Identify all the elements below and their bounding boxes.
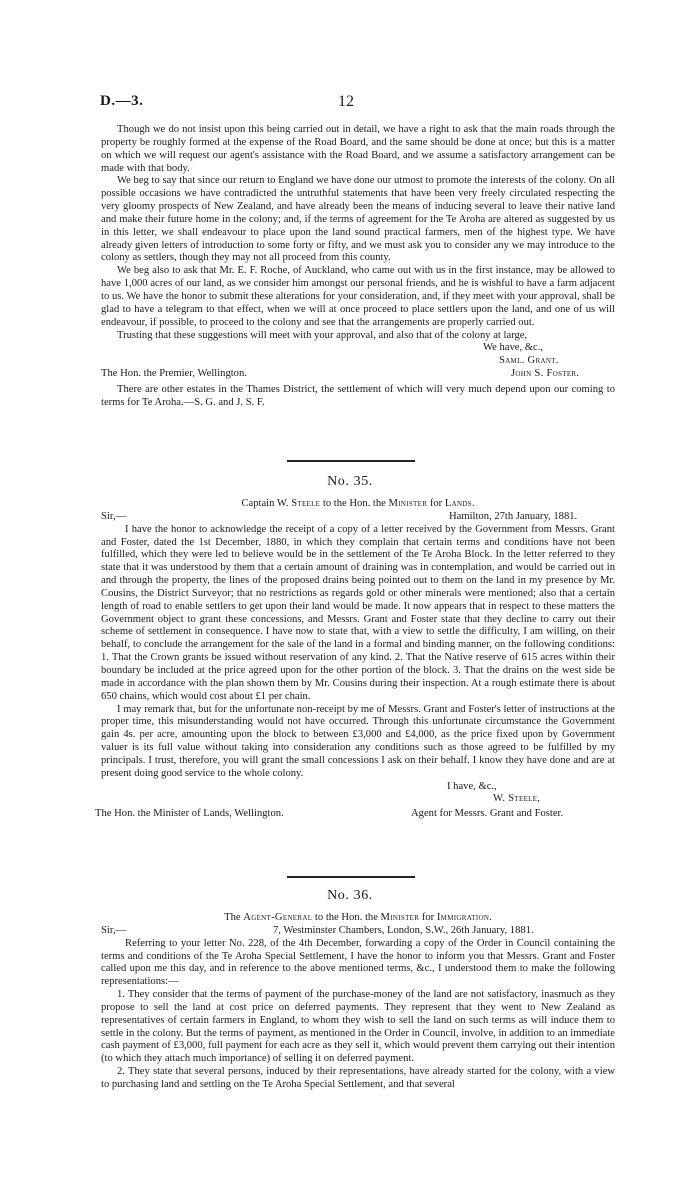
salutation: Sir,— bbox=[101, 510, 127, 522]
dateline: 7, Westminster Chambers, London, S.W., 26th January, 1881. bbox=[273, 924, 534, 936]
letter-continuation bbox=[101, 124, 615, 410]
salutation-line bbox=[101, 925, 615, 938]
paragraph: I may remark that, but for the unfortunate non-receipt by me of Messrs. Grant and Foster's letter of instructions at the proper time, this misunderstanding would not have occurred. Through this unfortunate circumstance the Government gain 4s. per acre, amounting upon the block to between £3,000 and £4,000, as the price fixed upon by Government valuer is its full value without taking into consideration any conditions such as those agreed to be fulfilled by my principals. I trust, therefore, you will grant the small concessions I ask on their behalf. I know they have done and are at present doing good service to the whole colony. bbox=[101, 703, 615, 779]
document-reference: D.—3. bbox=[100, 93, 144, 109]
signature: Saml. Grant. bbox=[499, 355, 559, 367]
addressee-line bbox=[95, 808, 615, 821]
postscript: There are other estates in the Thames District, the settlement of which will very much depend upon our coming to terms for Te Aroha.—S. G. and J. S. F. bbox=[101, 383, 615, 408]
addressee-line bbox=[101, 368, 615, 381]
agent-line: Agent for Messrs. Grant and Foster. bbox=[411, 808, 564, 820]
letter-no-36 bbox=[101, 912, 615, 1092]
section-divider bbox=[287, 460, 415, 462]
paragraph: I have the honor to acknowledge the receipt of a copy of a letter received by the Government from Messrs. Grant and Foster, dated the 1st December, 1880, in which they complain that certain terms and conditions have not been fulfilled, which they were led to believe would be in the settlement of the Te Aroha Block. In the letter referred to they state that it was understood by them that a certain amount of draining was in contemplation, and would be carried out in and through the property, the lines of the proposed drains being pointed out to them on the land in my presence by Mr. Cousins, the District Surveyor; that no restrictions as regards gold or other minerals were mentioned; also that a certain length of road to enable settlers to get upon their land would be made. It now appears that in respect to these matters the Government object to grant these concessions, and Messrs. Grant and Foster state that they decline to carry out their scheme of settlement in consequence. I have now to state that, with a view to settle the difficulty, I am willing, on their behalf, to conclude the arrangement for the sale of the land in a formal and binding manner, on the following conditions: 1. That the Crown grants be issued without reservation of any kind. 2. That the Native reserve of 615 acres within their boundary be included at the price agreed upon for the other portion of the block. 3. That the drains on the west side be made in accordance with the plan shown them by Mr. Cousins during their inspection. At a rough estimate there is about 650 chains, which would cost about £1 per chain. bbox=[101, 523, 615, 702]
paragraph: Referring to your letter No. 228, of the 4th December, forwarding a copy of the Order in Council containing the terms and conditions of the Te Aroha Special Settlement, I have the honor to inform you that Messrs. Grant and Foster called upon me this day, and in reference to the above mentioned terms, &c., I understood them to make the following representations:— bbox=[101, 937, 615, 988]
closing: I have, &c., bbox=[447, 780, 497, 792]
paragraph: Though we do not insist upon this being carried out in detail, we have a right to ask that the main roads through the property be roughly formed at the expense of the Road Board, and the same should be done at once; but this is a matter on which we will request our agent's assistance with the Road Board, and we assume a satisfactory arrangement can be made with that body. bbox=[101, 124, 615, 174]
closing-line bbox=[101, 781, 615, 794]
salutation: Sir,— bbox=[101, 924, 127, 936]
letter-no-35 bbox=[95, 498, 615, 821]
paragraph: We beg to say that since our return to England we have done our utmost to promote the interests of the colony. On all possible occasions we have contradicted the untruthful statements that have been very freely circulated respecting the very gloomy prospects of New Zealand, and have already been the means of inducing several to leave their native land and make their future home in the colony; and, if the terms of agreement for the Te Aroha are altered as suggested by us in this letter, we shall endeavour to place upon the land sound practical farmers, men of the highest type. We have already given letters of introduction to some forty or fifty, and we must ask you to consider any we may introduce to the colony as settlers, though they may not all proceed from this county. bbox=[101, 175, 615, 264]
signature: W. Steele, bbox=[493, 793, 541, 805]
section-divider bbox=[287, 876, 415, 878]
section-number: No. 35. bbox=[327, 474, 373, 489]
paragraph: 2. They state that several persons, induced by their representations, have already started for the colony, with a view to purchasing land and settling on the Te Aroha Special Settlement, and that several bbox=[101, 1066, 615, 1090]
dateline: Hamilton, 27th January, 1881. bbox=[449, 510, 578, 522]
addressee: The Hon. the Minister of Lands, Wellington. bbox=[95, 808, 284, 820]
letter-title: The Agent-General to the Hon. the Minister for Immigration. bbox=[224, 912, 492, 923]
closing-line bbox=[101, 342, 615, 355]
paragraph: Trusting that these suggestions will meet with your approval, and also that of the colony at large, bbox=[117, 329, 528, 341]
letter-title: Captain W. Steele to the Hon. the Minister for Lands. bbox=[241, 498, 475, 509]
paragraph: 1. They consider that the terms of payment of the purchase-money of the land are not satisfactory, inasmuch as they propose to sell the land at cost price on deferred payments. They represent that they went to New Zealand as representatives of certain farmers in England, to whom they wish to sell the land on such terms as will induce them to settle in the colony. But the terms of payment, as mentioned in the Order in Council, involve, in addition to an immediate cash payment of £3,000, full payment for each acre as they sell it, which would prevent them carrying out their intention (to which they attach much importance) of selling it on deferred payment. bbox=[101, 989, 615, 1065]
signature-line bbox=[101, 355, 615, 368]
addressee: The Hon. the Premier, Wellington. bbox=[101, 368, 247, 380]
salutation-line bbox=[101, 511, 615, 524]
closing: We have, &c., bbox=[483, 342, 544, 354]
section-number: No. 36. bbox=[327, 888, 373, 903]
signature: John S. Foster. bbox=[511, 368, 580, 380]
signature-line bbox=[101, 793, 615, 806]
paragraph: We beg also to ask that Mr. E. F. Roche, of Auckland, who came out with us in the first instance, may be allowed to have 1,000 acres of our land, as we consider him amongst our personal friends, and he is wishful to have a farm adjacent to us. We have the honor to submit these alterations for your consideration, and, if they meet with your approval, shall be glad to have a telegram to that effect, when we will at once proceed to place settlers upon the land, and one of us will endeavour, if possible, to proceed to the colony and see that the arrangements are properly carried out. bbox=[101, 265, 615, 328]
page-number: 12 bbox=[338, 93, 354, 110]
